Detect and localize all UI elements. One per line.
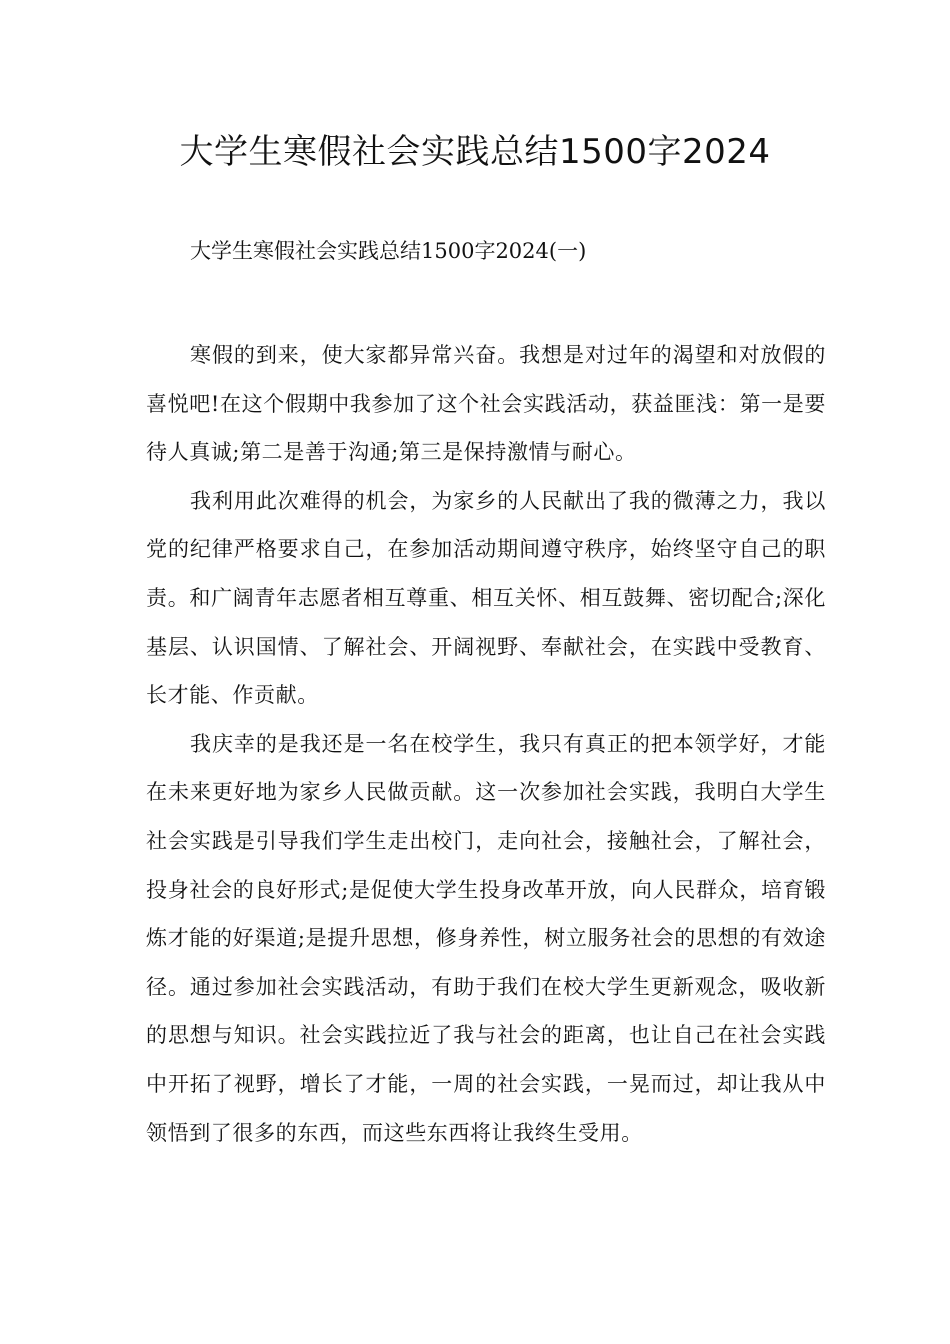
paragraph-3: 我庆幸的是我还是一名在校学生，我只有真正的把本领学好，才能在未来更好地为家乡人民做贡献。这一次参加社会实践，我明白大学生社会实践是引导我们学生走出校门，走向社会，接触社会，了解社会，投身社会的良好形式;是促使大学生投身改革开放，向人民群众，培育锻炼才能的好渠道;是提升思想，修身养性，树立服务社会的思想的有效途径。通过参加社会实践活动，有助于我们在校大学生更新观念，吸收新的思想与知识。社会实践拉近了我与社会的距离，也让自己在社会实践中开拓了视野，增长了才能，一周的社会实践，一晃而过，却让我从中领悟到了很多的东西，而这些东西将让我终生受用。 <box>146 731 826 1145</box>
document-body <box>146 331 826 1157</box>
paragraph-1: 寒假的到来，使大家都异常兴奋。我想是对过年的渴望和对放假的喜悦吧!在这个假期中我参加了这个社会实践活动，获益匪浅：第一是要待人真诚;第二是善于沟通;第三是保持激情与耐心。 <box>146 343 826 465</box>
document-subtitle: 大学生寒假社会实践总结1500字2024(一) <box>190 239 587 263</box>
document-title: 大学生寒假社会实践总结1500字2024 <box>179 132 771 172</box>
paragraph-2: 我利用此次难得的机会，为家乡的人民献出了我的微薄之力，我以党的纪律严格要求自己，在参加活动期间遵守秩序，始终坚守自己的职责。和广阔青年志愿者相互尊重、相互关怀、相互鼓舞、密切配合;深化基层、认识国情、了解社会、开阔视野、奉献社会，在实践中受教育、长才能、作贡献。 <box>146 488 826 708</box>
